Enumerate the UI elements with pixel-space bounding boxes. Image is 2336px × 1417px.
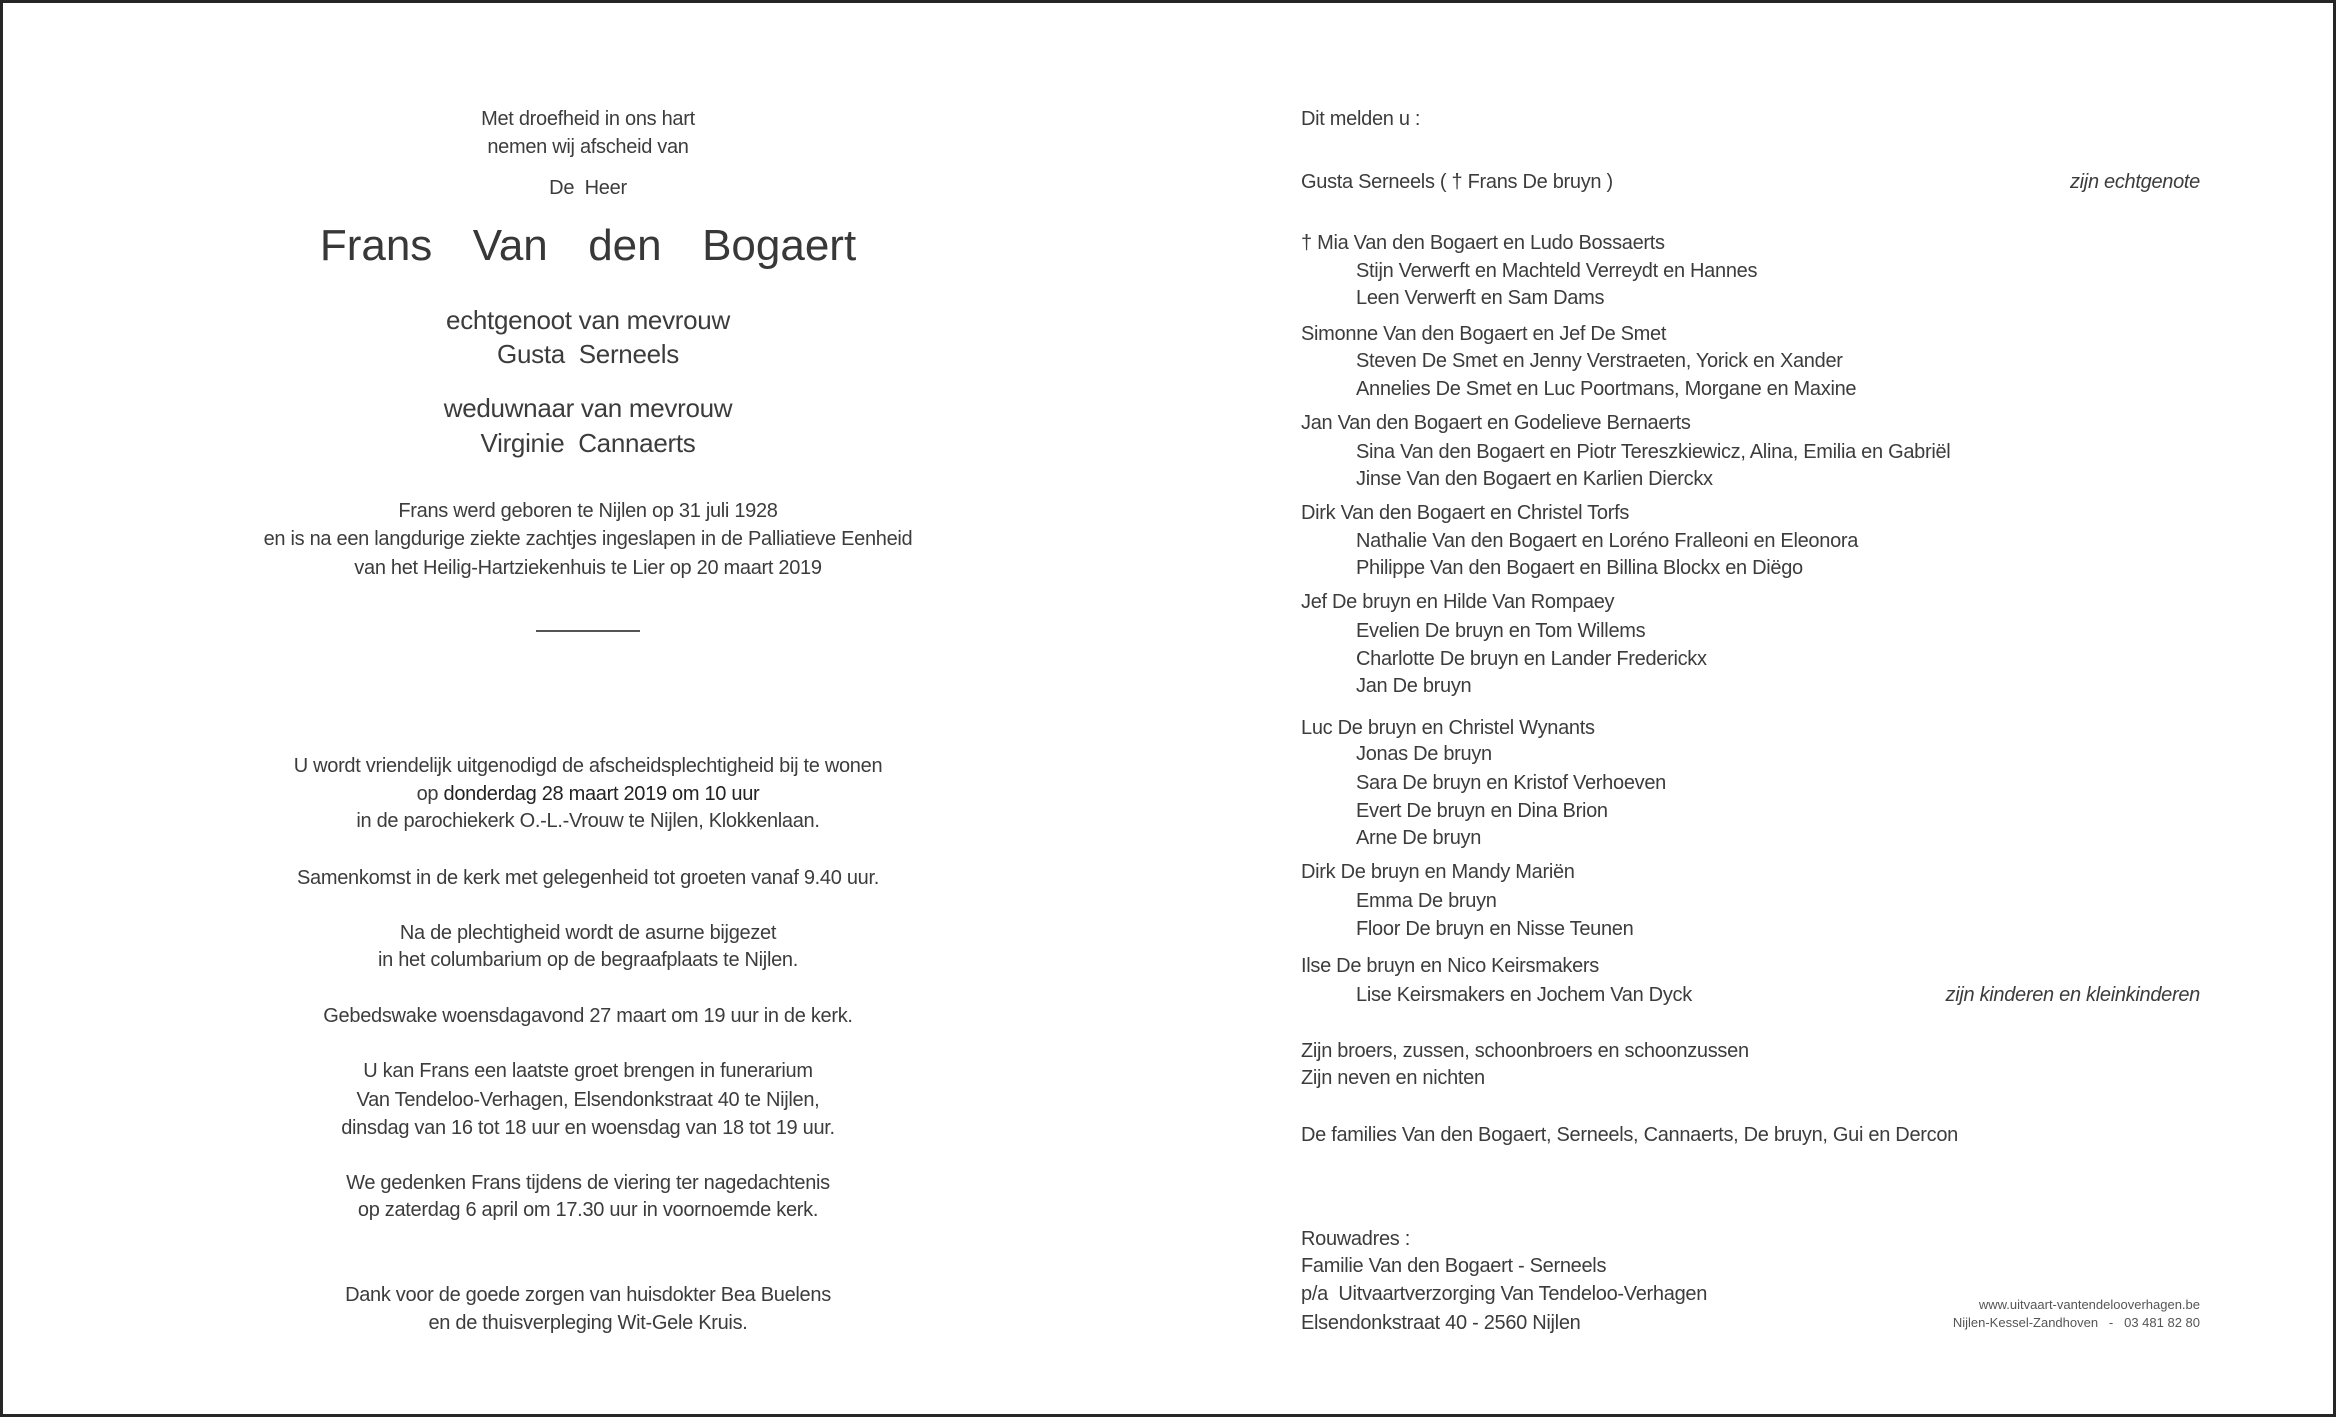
family-child: Emma De bruyn	[1356, 890, 1497, 912]
family-child: Annelies De Smet en Luc Poortmans, Morgane en Maxine	[1356, 378, 1857, 400]
cousins-line: Zijn neven en nichten	[1301, 1067, 1485, 1089]
family-head: Jan Van den Bogaert en Godelieve Bernaerts	[1301, 412, 1691, 434]
family-child: Nathalie Van den Bogaert en Loréno Fralleoni en Eleonora	[1356, 530, 1859, 552]
visit-line-2: Van Tendeloo-Verhagen, Elsendonkstraat 40 te Nijlen,	[356, 1089, 820, 1111]
siblings-line: Zijn broers, zussen, schoonbroers en schoonzussen	[1301, 1040, 1749, 1062]
invite-prefix: op	[416, 783, 444, 805]
announcement-header: Dit melden u :	[1301, 108, 1421, 130]
thanks-line-1: Dank voor de goede zorgen van huisdokter Bea Buelens	[345, 1284, 831, 1306]
intro-line-2: nemen wij afscheid van	[487, 136, 689, 158]
address-label: Rouwadres :	[1301, 1228, 1410, 1250]
address-line-3: Elsendonkstraat 40 - 2560 Nijlen	[1301, 1312, 1581, 1334]
spouse-name: Gusta Serneels	[497, 339, 679, 369]
family-child: Arne De bruyn	[1356, 827, 1482, 849]
family-child: Leen Verwerft en Sam Dams	[1356, 287, 1605, 309]
visit-line-1: U kan Frans een laatste groet brengen in funerarium	[363, 1060, 813, 1082]
address-line-1: Familie Van den Bogaert - Serneels	[1301, 1255, 1607, 1277]
families-line: De families Van den Bogaert, Serneels, Cannaerts, De bruyn, Gui en Dercon	[1301, 1124, 1958, 1146]
family-child: Sina Van den Bogaert en Piotr Tereszkiewicz, Alina, Emilia en Gabriël	[1356, 441, 1951, 463]
widower-label: weduwnaar van mevrouw	[443, 393, 733, 423]
spouse-role: zijn echtgenote	[2069, 171, 2200, 193]
family-child: Lise Keirsmakers en Jochem Van Dyck	[1356, 984, 1692, 1006]
family-child: Philippe Van den Bogaert en Billina Blockx en Diëgo	[1356, 557, 1803, 579]
wake-info: Gebedswake woensdagavond 27 maart om 19 uur in de kerk.	[323, 1005, 853, 1027]
family-child: Jonas De bruyn	[1356, 743, 1492, 765]
bio-line-2: en is na een langdurige ziekte zachtjes ingeslapen in de Palliatieve Eenheid	[263, 528, 913, 550]
invite-line-2	[188, 779, 988, 809]
family-child: Evelien De bruyn en Tom Willems	[1356, 620, 1646, 642]
late-wife-name: Virginie Cannaerts	[480, 428, 696, 458]
family-head: Ilse De bruyn en Nico Keirsmakers	[1301, 955, 1599, 977]
thanks-line-2: en de thuisverpleging Wit-Gele Kruis.	[428, 1312, 748, 1334]
memorial-line-1: We gedenken Frans tijdens de viering ter nagedachtenis	[346, 1172, 830, 1194]
visit-line-3: dinsdag van 16 tot 18 uur en woensdag van 18 tot 19 uur.	[341, 1117, 835, 1139]
bio-line-1: Frans werd geboren te Nijlen op 31 juli 1928	[398, 500, 778, 522]
family-child: Jan De bruyn	[1356, 675, 1472, 697]
gathering-info: Samenkomst in de kerk met gelegenheid tot groeten vanaf 9.40 uur.	[297, 867, 879, 889]
funeral-home-website: www.uitvaart-vantendelooverhagen.be	[1978, 1297, 2200, 1312]
honorific: De Heer	[549, 177, 627, 199]
memorial-line-2: op zaterdag 6 april om 17.30 uur in voornoemde kerk.	[357, 1199, 819, 1221]
family-child: Evert De bruyn en Dina Brion	[1356, 800, 1608, 822]
family-child: Steven De Smet en Jenny Verstraeten, Yorick en Xander	[1356, 350, 1843, 372]
divider	[536, 630, 640, 632]
funeral-home-contact: Nijlen-Kessel-Zandhoven - 03 481 82 80	[1952, 1315, 2200, 1330]
family-child: Stijn Verwerft en Machteld Verreydt en Hannes	[1356, 260, 1758, 282]
address-line-2: p/a Uitvaartverzorging Van Tendeloo-Verhagen	[1301, 1283, 1708, 1305]
family-head: Simonne Van den Bogaert en Jef De Smet	[1301, 323, 1667, 345]
service-datetime: donderdag 28 maart 2019 om 10 uur	[443, 783, 760, 805]
family-head: Dirk Van den Bogaert en Christel Torfs	[1301, 502, 1630, 524]
bio-line-3: van het Heilig-Hartziekenhuis te Lier op 20 maart 2019	[354, 557, 822, 579]
family-head: Jef De bruyn en Hilde Van Rompaey	[1301, 591, 1615, 613]
family-child: Sara De bruyn en Kristof Verhoeven	[1356, 772, 1666, 794]
family-child: Floor De bruyn en Nisse Teunen	[1356, 918, 1634, 940]
spouse-entry: Gusta Serneels ( † Frans De bruyn )	[1301, 171, 1613, 193]
children-role: zijn kinderen en kleinkinderen	[1945, 984, 2200, 1006]
family-head: Dirk De bruyn en Mandy Mariën	[1301, 861, 1575, 883]
urn-line-2: in het columbarium op de begraafplaats te Nijlen.	[378, 949, 798, 971]
family-child: Charlotte De bruyn en Lander Frederickx	[1356, 648, 1707, 670]
family-head: † Mia Van den Bogaert en Ludo Bossaerts	[1301, 232, 1665, 254]
family-head: Luc De bruyn en Christel Wynants	[1301, 717, 1595, 739]
invite-line-1: U wordt vriendelijk uitgenodigd de afscheidsplechtigheid bij te wonen	[293, 755, 883, 777]
urn-line-1: Na de plechtigheid wordt de asurne bijgezet	[399, 922, 777, 944]
family-child: Jinse Van den Bogaert en Karlien Dierckx	[1356, 468, 1713, 490]
invite-line-3: in de parochiekerk O.-L.-Vrouw te Nijlen, Klokkenlaan.	[356, 810, 820, 832]
deceased-name: Frans Van den Bogaert	[319, 221, 857, 270]
intro-line-1: Met droefheid in ons hart	[481, 108, 695, 130]
spouse-label: echtgenoot van mevrouw	[446, 305, 730, 335]
